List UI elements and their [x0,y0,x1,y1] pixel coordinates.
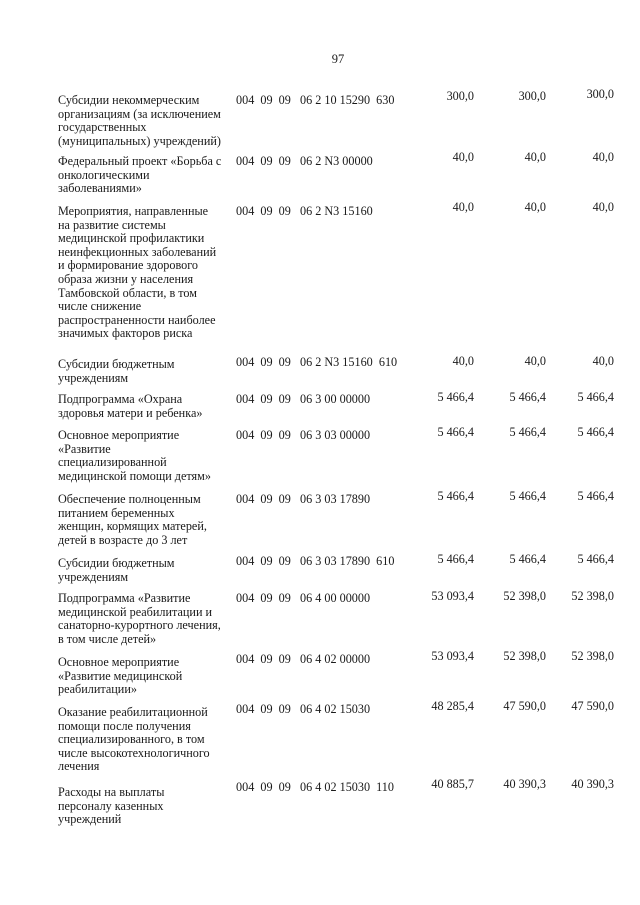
row-value-3: 40,0 [592,354,614,368]
row-name: Подпрограмма «Развитие медицинской реабилитации и санаторно-курортного лечения, в том числе детей» [58,591,221,646]
row-value-3: 52 398,0 [571,649,614,663]
row-value-2: 300,0 [518,89,546,103]
row-value-2: 40,0 [524,354,546,368]
row-code: 004 09 09 06 4 00 00000 [236,591,371,605]
row-code: 004 09 09 06 2 N3 15160 610 [236,355,398,369]
row-value-1: 5 466,4 [437,390,474,404]
row-name: Субсидии некоммерческим организациям (за исключением государственных (муниципальных) учреждений) [58,93,221,148]
row-value-1: 5 466,4 [437,552,474,566]
row-code: 004 09 09 06 4 02 00000 [236,652,371,666]
row-value-3: 40 390,3 [571,777,614,791]
row-value-3: 5 466,4 [577,390,614,404]
row-value-2: 52 398,0 [503,589,546,603]
row-value-1: 53 093,4 [431,589,474,603]
row-name: Обеспечение полноценным питанием беременных женщин, кормящих матерей, детей в возрасте до 3 лет [58,492,207,547]
row-value-3: 5 466,4 [577,489,614,503]
row-value-1: 5 466,4 [437,425,474,439]
row-value-3: 40,0 [592,200,614,214]
row-value-1: 40 885,7 [431,777,474,791]
row-name: Субсидии бюджетным учреждениям [58,556,175,584]
row-value-2: 5 466,4 [509,552,546,566]
row-code: 004 09 09 06 2 10 15290 630 [236,93,395,107]
row-name: Субсидии бюджетным учреждениям [58,357,175,385]
row-value-1: 40,0 [452,354,474,368]
row-value-3: 5 466,4 [577,552,614,566]
row-value-1: 300,0 [446,89,474,103]
row-code: 004 09 09 06 3 00 00000 [236,392,371,406]
row-value-1: 53 093,4 [431,649,474,663]
row-name: Основное мероприятие «Развитие медицинской реабилитации» [58,655,183,697]
row-value-2: 52 398,0 [503,649,546,663]
row-value-3: 5 466,4 [577,425,614,439]
row-name: Федеральный проект «Борьба с онкологическими заболеваниями» [58,154,222,196]
row-code: 004 09 09 06 3 03 17890 [236,492,371,506]
row-value-3: 40,0 [592,150,614,164]
row-value-3: 47 590,0 [571,699,614,713]
row-value-2: 5 466,4 [509,390,546,404]
row-value-2: 40 390,3 [503,777,546,791]
row-value-2: 40,0 [524,150,546,164]
row-value-1: 5 466,4 [437,489,474,503]
row-code: 004 09 09 06 3 03 00000 [236,428,371,442]
row-name: Расходы на выплаты персоналу казенных учреждений [58,785,165,827]
row-name: Оказание реабилитационной помощи после получения специализированного, в том числе высокотехнологичного лечения [58,705,210,774]
row-code: 004 09 09 06 4 02 15030 110 [236,780,394,794]
row-value-1: 48 285,4 [431,699,474,713]
row-name: Подпрограмма «Охрана здоровья матери и ребенка» [58,392,203,420]
row-value-1: 40,0 [452,200,474,214]
row-code: 004 09 09 06 2 N3 15160 [236,204,373,218]
row-value-3: 52 398,0 [571,589,614,603]
row-value-3: 300,0 [586,87,614,101]
row-value-1: 40,0 [452,150,474,164]
row-name: Основное мероприятие «Развитие специализированной медицинской помощи детям» [58,428,211,483]
page-number: 97 [331,52,345,66]
row-code: 004 09 09 06 4 02 15030 [236,702,371,716]
row-value-2: 5 466,4 [509,425,546,439]
row-value-2: 40,0 [524,200,546,214]
row-code: 004 09 09 06 3 03 17890 610 [236,554,395,568]
row-value-2: 5 466,4 [509,489,546,503]
row-value-2: 47 590,0 [503,699,546,713]
row-code: 004 09 09 06 2 N3 00000 [236,154,373,168]
row-name: Мероприятия, направленные на развитие системы медицинской профилактики неинфекционных заболеваний и формирование здорового образа жизни у населения Тамбовской области, в том числе снижение распространенности наиболее значимых факторов риска [58,204,217,341]
